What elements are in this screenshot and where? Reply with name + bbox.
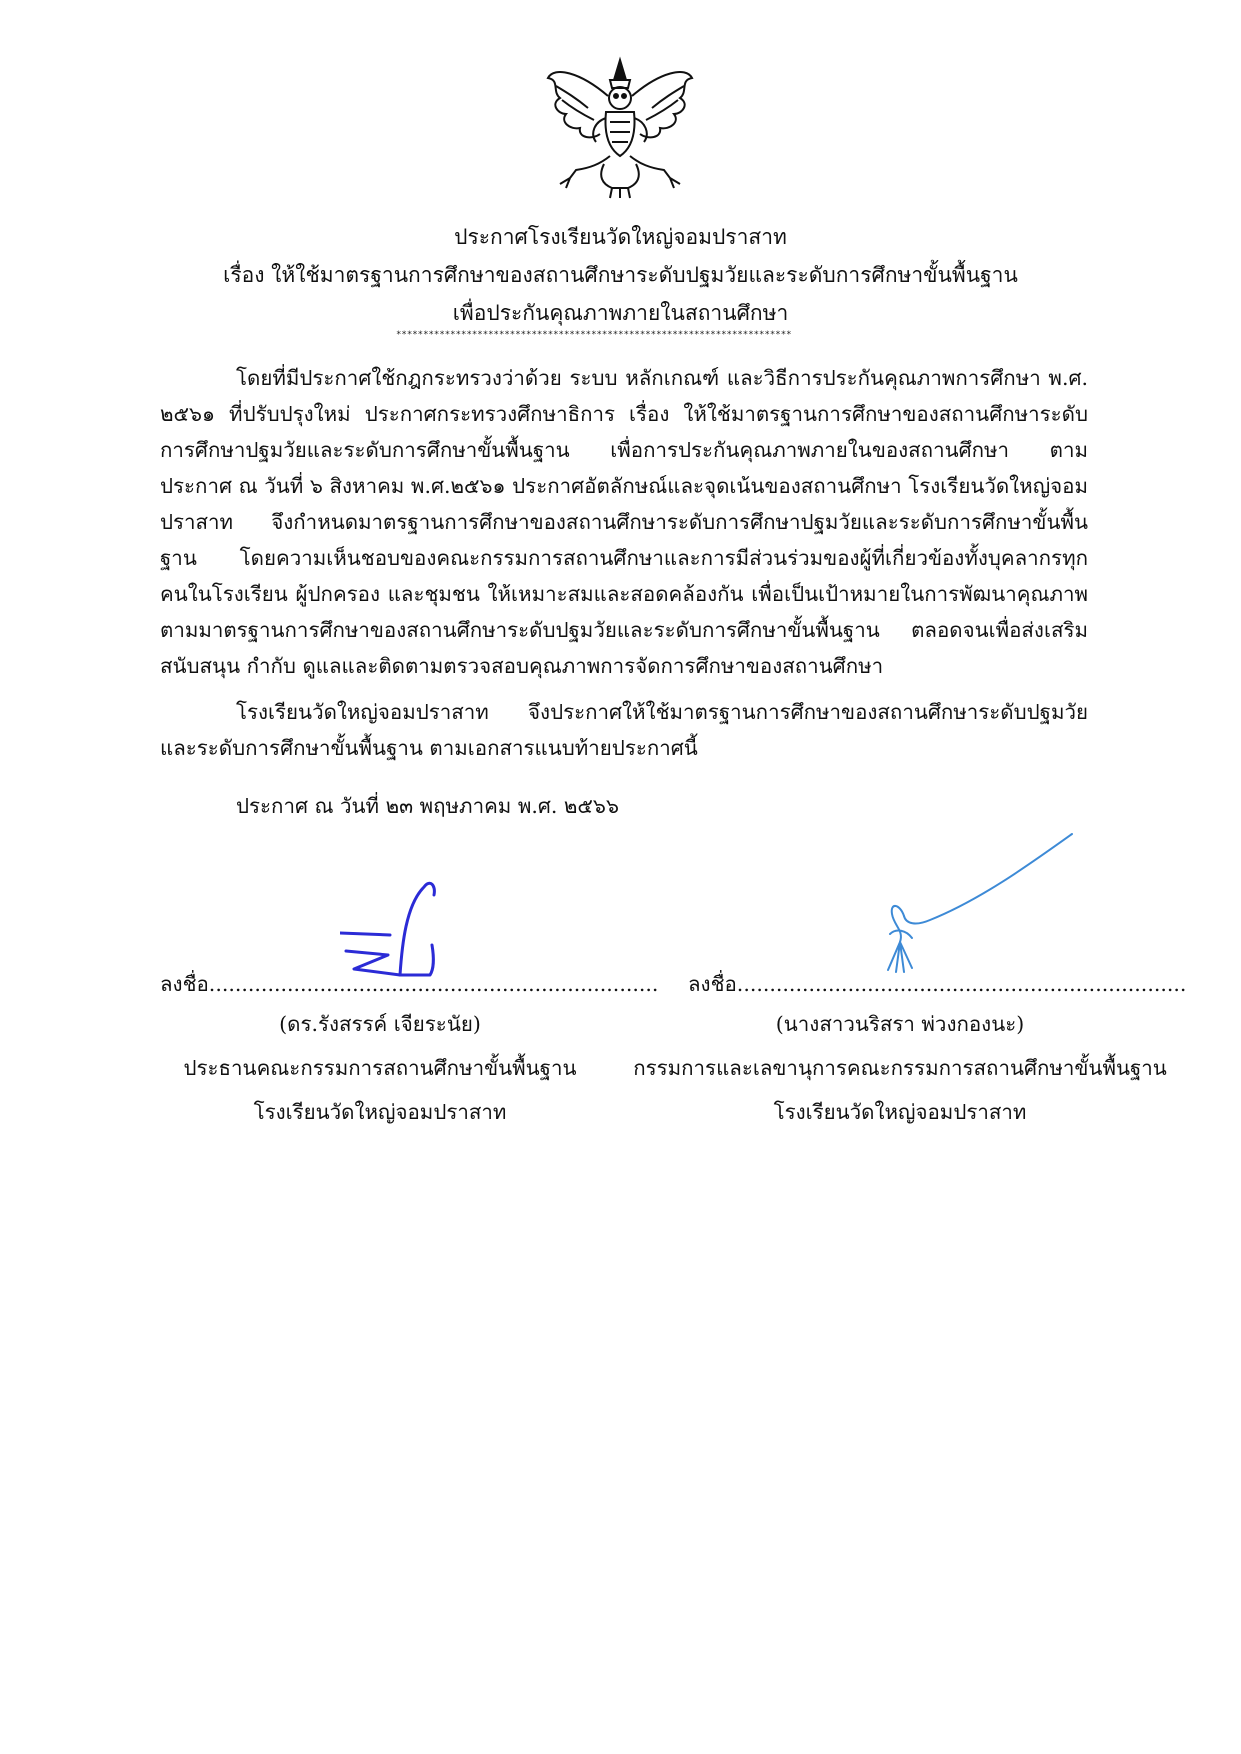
announcement-date: ประกาศ ณ วันที่ ๒๓ พฤษภาคม พ.ศ. ๒๕๖๖ xyxy=(236,794,619,818)
right-signer-position: กรรมการและเลขานุการคณะกรรมการสถานศึกษาขั้นพื้นฐาน xyxy=(633,1056,1167,1080)
left-signer-block xyxy=(170,1002,590,1134)
right-signer-organization: โรงเรียนวัดใหญ่จอมปราสาท xyxy=(773,1100,1027,1124)
body-paragraph-2-container xyxy=(160,694,1088,766)
body-paragraph-1-container xyxy=(160,360,1088,684)
announcement-subject: เรื่อง ให้ใช้มาตรฐานการศึกษาของสถานศึกษาระดับปฐมวัยและระดับการศึกษาขั้นพื้นฐาน xyxy=(223,263,1018,287)
body-paragraph-2: โรงเรียนวัดใหญ่จอมปราสาท จึงประกาศให้ใช้มาตรฐานการศึกษาของสถานศึกษาระดับปฐมวัยและระดับการศึกษาขั้นพื้นฐาน ตามเอกสารแนบท้ายประกาศนี้ xyxy=(160,700,1088,760)
announcement-purpose: เพื่อประกันคุณภาพภายในสถานศึกษา xyxy=(452,301,789,325)
right-signer-name: (นางสาวนริสรา พ่วงกองนะ) xyxy=(775,1012,1025,1036)
garuda-emblem-icon xyxy=(540,52,700,202)
announcement-title: ประกาศโรงเรียนวัดใหญ่จอมปราสาท xyxy=(454,225,787,249)
right-signature-image xyxy=(860,830,1080,980)
right-signer-block xyxy=(620,1002,1180,1134)
left-signer-organization: โรงเรียนวัดใหญ่จอมปราสาท xyxy=(253,1100,507,1124)
right-signature-line: ลงชื่อ..................................................................... xyxy=(688,972,1187,996)
body-paragraph-1: โดยที่มีประกาศใช้กฎกระทรวงว่าด้วย ระบบ หลักเกณฑ์ และวิธีการประกันคุณภาพการศึกษา พ.ศ. ๒๕๖๑ ที่ปรับปรุงใหม่ ประกาศกระทรวงศึกษาธิการ เรื่อง ให้ใช้มาตรฐานการศึกษาของสถานศึกษาระดับการศึกษาปฐมวัยและระดับการศึกษาขั้นพื้นฐาน เพื่อการประกันคุณภาพภายในของสถานศึกษา ตามประกาศ ณ วันที่ ๖ สิงหาคม พ.ศ.๒๕๖๑ ประกาศอัตลักษณ์และจุดเน้นของสถานศึกษา โรงเรียนวัดใหญ่จอมปราสาท จึงกำหนดมาตรฐานการศึกษาของสถานศึกษาระดับการศึกษาปฐมวัยและระดับการศึกษาขั้นพื้นฐาน โดยความเห็นชอบของคณะกรรมการสถานศึกษาและการมีส่วนร่วมของผู้ที่เกี่ยวข้องทั้งบุคลากรทุกคนในโรงเรียน ผู้ปกครอง และชุมชน ให้เหมาะสมและสอดคล้องกัน เพื่อเป็นเป้าหมายในการพัฒนาคุณภาพตามมาตรฐานการศึกษาของสถานศึกษาระดับปฐมวัยและระดับการศึกษาขั้นพื้นฐาน ตลอดจนเพื่อส่งเสริม สนับสนุน กำกับ ดูแลและติดตามตรวจสอบคุณภาพการจัดการศึกษาของสถานศึกษา xyxy=(160,366,1088,678)
left-signer-name: (ดร.รังสรรค์ เจียระนัย) xyxy=(279,1012,481,1036)
left-signature-line: ลงชื่อ..................................................................... xyxy=(160,972,659,996)
left-signature-image xyxy=(340,865,460,980)
separator-line: ************************************************************************* xyxy=(396,330,792,340)
left-signer-position: ประธานคณะกรรมการสถานศึกษาขั้นพื้นฐาน xyxy=(183,1056,577,1080)
